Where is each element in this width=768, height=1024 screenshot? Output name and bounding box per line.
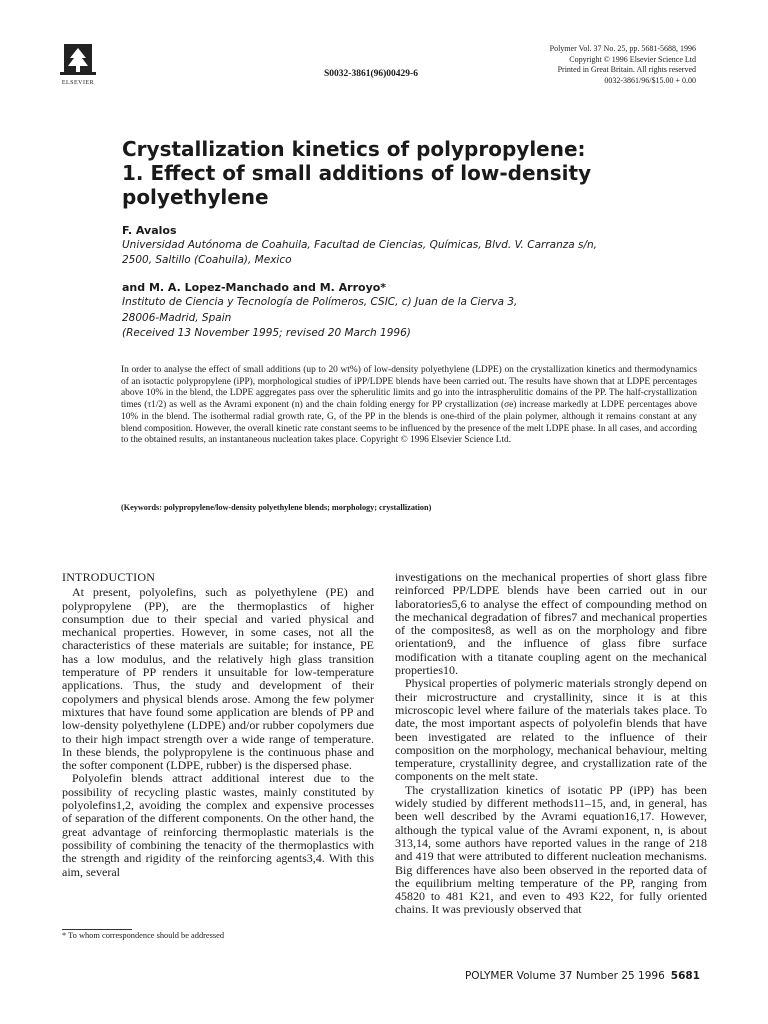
footer-journal: POLYMER Volume 37 Number 25 1996 <box>464 970 665 982</box>
received-dates: (Received 13 November 1995; revised 20 March 1996) <box>122 327 411 339</box>
affiliation-line: 28006-Madrid, Spain <box>122 311 232 324</box>
body-column-right <box>395 571 707 917</box>
page-footer <box>465 970 700 982</box>
title-line: Crystallization kinetics of polypropylene: <box>122 137 586 161</box>
author-affiliation <box>122 238 682 268</box>
keywords: (Keywords: polypropylene/low-density polyethylene blends; morphology; crystallization) <box>121 503 432 512</box>
elsevier-tree-icon <box>58 42 98 78</box>
affiliation-line: Instituto de Ciencia y Tecnología de Polímeros, CSIC, c) Juan de la Cierva 3, <box>122 296 518 308</box>
journal-info <box>550 44 696 86</box>
article-title <box>122 137 682 209</box>
body-paragraph: At present, polyolefins, such as polyethylene (PE) and polypropylene (PP), are the thermoplastics of higher consumption due to their special and varied physical and mechanical properties. However, in some cases, not all the characteristics of these materials are suitable; for instance, PE has a low modulus, and the relatively high glass transition temperature of PP renders it unsuitable for low-temperature applications. Thus, the study and development of their copolymers and physical blends arose. Among the few polymer mixtures that have found some application are blends of PP and low-density polyethylene (LDPE) and/or rubber copolymers due to their high impact strength over a wide range of temperature. In these blends, the polypropylene is the continuous phase and the softer component (LDPE, rubber) is the dispersed phase. <box>62 585 374 773</box>
body-paragraph: Physical properties of polymeric materials strongly depend on their microstructure and crystallinity, since it is at this microscopic level where failure of the materials takes place. To date, the most important aspects of polyolefin blends that have been investigated are related to the influence of their composition on the morphology, mechanical behaviour, melting temperature, crystallinity degree, and crystallization rate of the components on the melt state. <box>395 676 707 784</box>
affiliation-line: 2500, Saltillo (Coahuila), Mexico <box>122 254 292 266</box>
body-column-left <box>62 571 374 879</box>
affiliation-line: Universidad Autónoma de Coahuila, Facultad de Ciencias, Químicas, Blvd. V. Carranza s/n, <box>122 239 598 251</box>
section-heading: INTRODUCTION <box>62 570 156 584</box>
author-affiliation <box>122 295 682 342</box>
publisher-logo <box>58 42 98 90</box>
footnote-rule <box>62 929 132 930</box>
title-line: 1. Effect of small additions of low-density <box>122 161 592 185</box>
author-names: and M. A. Lopez-Manchado and M. Arroyo* <box>122 281 387 294</box>
title-line: polyethylene <box>122 185 269 209</box>
price-line: 0032-3861/96/$15.00 + 0.00 <box>604 75 696 85</box>
body-paragraph: Polyolefin blends attract additional interest due to the possibility of recycling plastic wastes, mainly constituted by polyolefins1,2, avoiding the complex and expensive processes of separation of the different components. On the other hand, the great advantage of reinforcing thermoplastic materials is the possibility of combining the tenacity of the thermoplastics with the strength and rigidity of the reinforcing agents3,4. With this aim, several <box>62 771 374 879</box>
author-names: F. Avalos <box>122 224 177 237</box>
abstract: In order to analyse the effect of small additions (up to 20 wt%) of low-density polyethylene (LDPE) on the crystallization kinetics and thermodynamics of an isotactic polypropylene (iPP), morphological studies of iPP/LDPE blends have been carried out. The results have shown that at LDPE percentages above 10% in the blend, the LDPE aggregates pass over the spherulitic limits and go into the intraspherulitic domains of the PP. The half-crystallization times (τ1/2) as well as the Avrami exponent (n) and the chain folding energy for PP crystallization (σe) increase markedly at LDPE percentages above 10% in the blend. The isothermal radial growth rate, G, of the PP in the blends is one-third of the plain polymer, although it remains constant at any blend composition. However, the overall kinetic rate constant seems to be influenced by the presence of the melt LDPE phase. In all cases, and according to the obtained results, an instantaneous nucleation takes place. Copyright © 1996 Elsevier Science Ltd. <box>121 365 697 446</box>
printed-line: Printed in Great Britain. All rights reserved <box>557 65 696 74</box>
page-number: 5681 <box>670 970 700 982</box>
copyright-line: Copyright © 1996 Elsevier Science Ltd <box>569 54 696 64</box>
footnote: * To whom correspondence should be addressed <box>62 931 225 940</box>
journal-citation: Polymer Vol. 37 No. 25, pp. 5681-5688, 1996 <box>549 44 696 53</box>
publisher-logo-text: ELSEVIER <box>61 80 95 86</box>
body-paragraph: The crystallization kinetics of isotatic PP (iPP) has been widely studied by different methods11–15, and, in general, has been well described by the Avrami equation16,17. However, although the typical value of the Avrami exponent, n, is about 313,14, some authors have reported values in the range of 218 and 419 that were attributed to different nucleation mechanisms. Big differences have also been observed in the reported data of the equilibrium melting temperature of the PP, ranging from 45820 to 481 K21, and even to 493 K22, for fully oriented chains. It was previously observed that <box>395 782 707 917</box>
body-paragraph: investigations on the mechanical properties of short glass fibre reinforced PP/LDPE blends have been carried out in our laboratories5,6 to analyse the effect of compounding method on the mechanical degradation of fibres7 and mechanical properties of the composites8, as well as on the morphology and fibre orientation9, and the influence of glass fibre surface modification with a titanate coupling agent on the mechanical properties10. <box>395 570 707 678</box>
doi-code: S0032-3861(96)00429-6 <box>324 69 418 79</box>
